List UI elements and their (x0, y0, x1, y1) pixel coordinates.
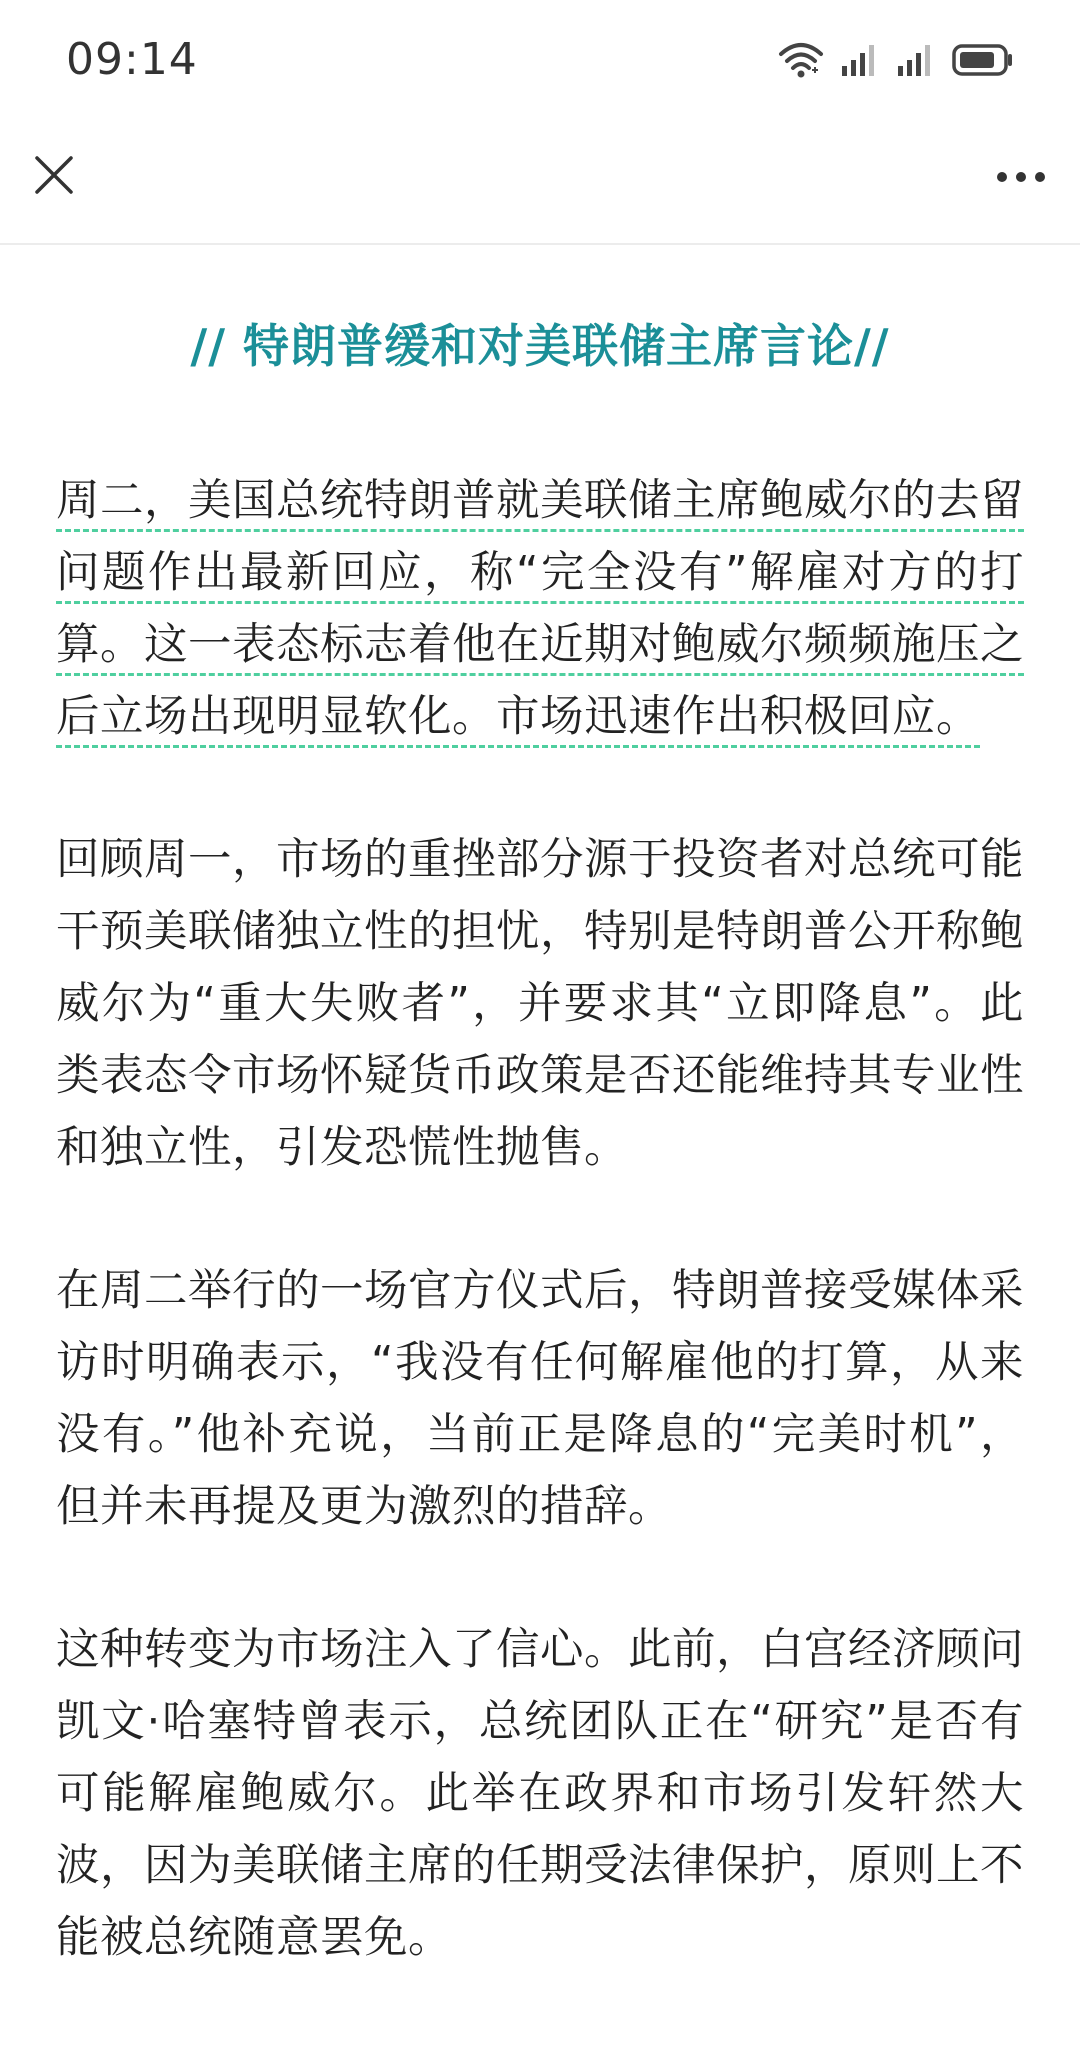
more-icon (996, 168, 1046, 187)
highlighted-text[interactable]: 周二，美国总统特朗普就美联储主席鲍威尔的去留问题作出最新回应，称“完全没有”解雇对方的打算。这一表态标志着他在近期对鲍威尔频频施压之后立场出现明显软化。市场迅速作出积极回应。 (56, 476, 1024, 742)
signal-icon (896, 42, 936, 82)
article-paragraph (56, 465, 1024, 753)
close-button[interactable] (24, 147, 84, 207)
article-paragraph: 在周二举行的一场官方仪式后，特朗普接受媒体采访时明确表示，“我没有任何解雇他的打算，从来没有。”他补充说，当前正是降息的“完美时机”，但并未再提及更为激烈的措辞。 (56, 1266, 1024, 1532)
status-icons (778, 40, 1014, 84)
wifi-icon (778, 40, 824, 84)
article-content (0, 245, 1080, 2055)
battery-icon (952, 43, 1014, 81)
article-paragraph: 回顾周一，市场的重挫部分源于投资者对总统可能干预美联储独立性的担忧，特别是特朗普公开称鲍威尔为“重大失败者”，并要求其“立即降息”。此类表态令市场怀疑货币政策是否还能维持其专业性和独立性，引发恐慌性抛售。 (56, 835, 1024, 1173)
article-body (56, 465, 1024, 2045)
close-icon (33, 154, 75, 200)
article-title: // 特朗普缓和对美联储主席言论// (190, 319, 890, 373)
signal-icon (840, 42, 880, 82)
nav-bar (0, 125, 1080, 245)
more-options-button[interactable] (986, 147, 1056, 207)
status-bar (0, 0, 1080, 125)
article-paragraph: 这种转变为市场注入了信心。此前，白宫经济顾问凯文·哈塞特曾表示，总统团队正在“研究”是否有可能解雇鲍威尔。此举在政界和市场引发轩然大波，因为美联储主席的任期受法律保护，原则上不能被总统随意罢免。 (56, 1625, 1024, 1963)
status-time: 09:14 (66, 34, 198, 85)
